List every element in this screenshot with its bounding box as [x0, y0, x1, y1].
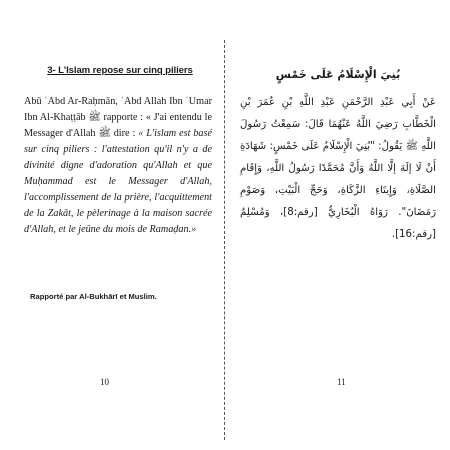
hadith-attribution: Rapporté par Al-Bukhārī et Muslim.: [30, 292, 157, 301]
right-page: [226, 0, 450, 450]
page-fold-divider: [224, 40, 225, 440]
french-hadith-text: [24, 94, 212, 238]
hadith-quote: « L'islam est basé sur cinq piliers : l'attestation qu'il n'y a de divinité digne d'adoration qu'Allah et que Muḥammad est le Messager d'Allah, l'accomplissement de la prière, l'acquittement de la Zakāt, le pèlerinage à la maison sacrée d'Allah, et le jeûne du mois de Ramaḍan.»: [24, 128, 212, 235]
hadith-intro: Abū ʿAbd Ar-Raḥmān, ʿAbd Allah Ibn ʿUmar Ibn Al-Khaṭṭāb ﷺ rapporte : « J'ai entendu le Messager d'Allah ﷺ dire :: [24, 96, 212, 139]
section-heading: 3- L'Islam repose sur cinq piliers: [47, 65, 193, 76]
arabic-hadith-text: عَنْ أَبِي عَبْدِ الرَّحْمَنِ عَبْدِ اللَّهِ بْنِ عُمَرَ بْنِ الْخَطَّابِ رَضِيَ اللَّهُ عَنْهُمَا قَالَ: سَمِعْتُ رَسُولَ اللَّهِ ﷺ يَقُولُ: "بُنِيَ الْإِسْلَامُ عَلَى خَمْسٍ: شَهَادَةِ أَنْ لَا إلَهَ إلَّا اللَّهُ وَأَنَّ مُحَمَّدًا رَسُولُ اللَّهِ، وَإِقَامِ الصَّلَاةِ، وَإِيتَاءِ الزَّكَاةِ، وَحَجِّ الْبَيْتِ، وَصَوْمِ رَمَضَانَ". رَوَاهُ الْبُخَارِيُّ [رقم:8]، وَمُسْلِمٌ [رقم:16].: [240, 97, 436, 240]
page-number-left: 10: [100, 377, 109, 387]
page-number-right: 11: [337, 377, 346, 387]
left-page: [0, 0, 224, 450]
arabic-title: بُنِيَ الْإِسْلَامُ عَلَى خَمْسٍ: [275, 68, 401, 81]
